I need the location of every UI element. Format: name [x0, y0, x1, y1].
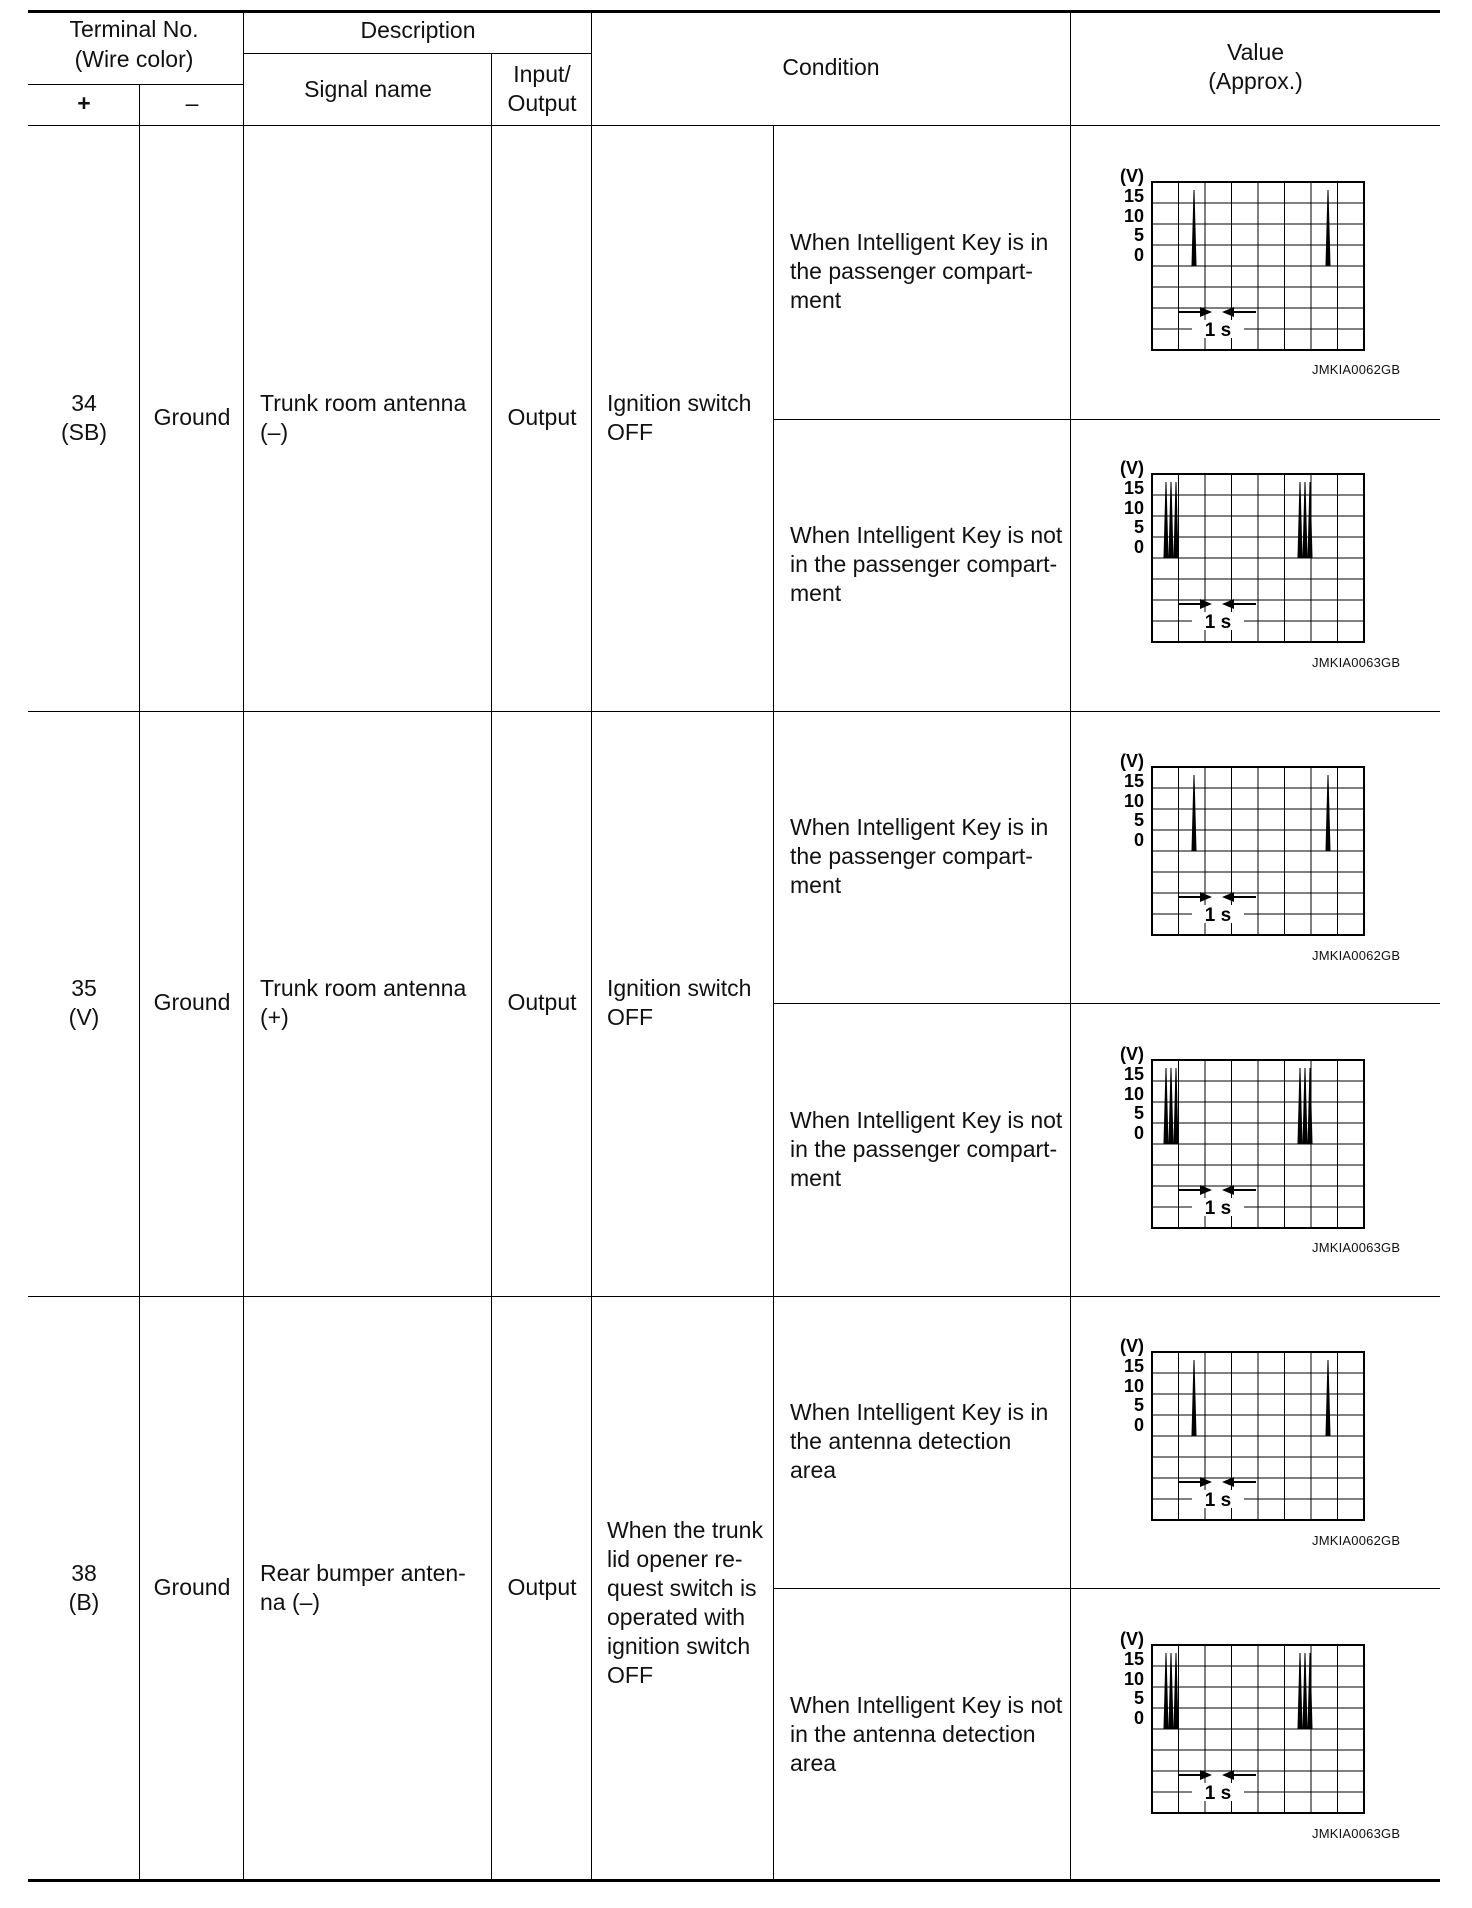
row-38-condition-line4: operated with — [607, 1604, 746, 1630]
header-value: Value — [1226, 39, 1285, 65]
row-34-sub2-line3: ment — [790, 580, 842, 606]
row-38-sub2-line3: area — [790, 1750, 837, 1776]
row-34-io: Output — [507, 404, 577, 430]
row-34-sub2-figure-id: JMKIA0063GB — [1312, 655, 1401, 670]
row-35-terminal: 35 — [71, 975, 97, 1001]
row-35-sub1-waveform — [1108, 753, 1368, 941]
oscilloscope-graph — [1108, 1046, 1368, 1234]
row-34-sub-rule — [774, 419, 1440, 420]
row-35-signal-line1: Trunk room antenna — [260, 975, 467, 1001]
oscilloscope-graph — [1108, 460, 1368, 648]
row-35-wire: (V) — [68, 1004, 100, 1030]
row-35-ground: Ground — [153, 989, 231, 1015]
row-35-sub-rule — [774, 1003, 1440, 1004]
row-35-condition-line1: Ignition switch — [607, 975, 752, 1001]
row-38-sub1-waveform — [1108, 1338, 1368, 1526]
unit-label: (V) — [1120, 1046, 1144, 1064]
y-tick-15: 15 — [1123, 1356, 1144, 1376]
row-38-sub1-line2: the antenna detection — [790, 1428, 1012, 1454]
header-plus: + — [77, 90, 91, 116]
header-terminal-no: Terminal No. — [69, 16, 199, 42]
row-35-sub1-line3: ment — [790, 872, 842, 898]
waveform-pulse — [1174, 482, 1178, 557]
header-description: Description — [360, 17, 476, 43]
y-tick-0: 0 — [1133, 1708, 1144, 1728]
row-38-sub2-figure-id: JMKIA0063GB — [1312, 1826, 1401, 1841]
waveform-pulse — [1303, 482, 1307, 557]
oscilloscope-graph — [1108, 168, 1368, 356]
row-38-condition-line5: ignition switch — [607, 1633, 751, 1659]
unit-label: (V) — [1120, 1631, 1144, 1649]
row-35-sub2-line1: When Intelligent Key is not — [790, 1107, 1063, 1133]
y-tick-10: 10 — [1123, 1669, 1144, 1689]
table-top-rule — [28, 10, 1440, 13]
waveform-pulse — [1169, 482, 1173, 557]
waveform-pulse — [1303, 1068, 1307, 1143]
y-tick-0: 0 — [1133, 537, 1144, 557]
row-38-sub1-line1: When Intelligent Key is in — [790, 1399, 1049, 1425]
unit-label: (V) — [1120, 1338, 1144, 1356]
time-label: 1 s — [1204, 905, 1232, 926]
header-minus: – — [185, 90, 199, 116]
time-label: 1 s — [1204, 612, 1232, 633]
row-35-io: Output — [507, 989, 577, 1015]
row-34-sub1-line3: ment — [790, 287, 842, 313]
row-38-io: Output — [507, 1574, 577, 1600]
y-tick-15: 15 — [1123, 1064, 1144, 1084]
waveform-pulse — [1192, 775, 1196, 850]
y-tick-0: 0 — [1133, 830, 1144, 850]
row-34-bottom-rule — [28, 711, 1440, 712]
row-38-condition-line3: quest switch is — [607, 1575, 757, 1601]
row-34-sub1-line2: the passenger compart- — [790, 258, 1033, 284]
row-38-sub1-line3: area — [790, 1457, 837, 1483]
y-tick-5: 5 — [1133, 1688, 1144, 1708]
row-38-signal-line2: na (–) — [260, 1589, 321, 1615]
table-bottom-rule — [28, 1879, 1440, 1882]
header-input: Input/ — [513, 61, 571, 87]
y-tick-10: 10 — [1123, 498, 1144, 518]
row-38-condition-line2: lid opener re- — [607, 1546, 743, 1572]
waveform-pulse — [1169, 1653, 1173, 1728]
row-38-ground: Ground — [153, 1574, 231, 1600]
y-tick-5: 5 — [1133, 810, 1144, 830]
waveform-pulse — [1326, 1360, 1330, 1435]
row-34-condition-line2: OFF — [607, 419, 653, 445]
row-34-sub2-line2: in the passenger compart- — [790, 551, 1058, 577]
row-35-sub1-figure-id: JMKIA0062GB — [1312, 948, 1401, 963]
waveform-pulse — [1298, 482, 1302, 557]
row-35-signal-line2: (+) — [260, 1004, 289, 1030]
unit-label: (V) — [1120, 168, 1144, 186]
time-label: 1 s — [1204, 1198, 1232, 1219]
waveform-pulse — [1298, 1653, 1302, 1728]
row-35-condition-line2: OFF — [607, 1004, 653, 1030]
y-tick-15: 15 — [1123, 1649, 1144, 1669]
y-tick-10: 10 — [1123, 1376, 1144, 1396]
y-tick-5: 5 — [1133, 1103, 1144, 1123]
row-34-terminal: 34 — [71, 390, 97, 416]
y-tick-15: 15 — [1123, 186, 1144, 206]
col-rule-signal-io — [491, 53, 492, 1880]
y-tick-10: 10 — [1123, 206, 1144, 226]
waveform-pulse — [1164, 482, 1168, 557]
row-38-sub1-figure-id: JMKIA0062GB — [1312, 1533, 1401, 1548]
waveform-pulse — [1326, 775, 1330, 850]
waveform-pulse — [1192, 1360, 1196, 1435]
oscilloscope-graph — [1108, 1631, 1368, 1819]
row-34-condition-line1: Ignition switch — [607, 390, 752, 416]
header-signal-name: Signal name — [304, 76, 432, 102]
waveform-pulse — [1192, 190, 1196, 265]
y-tick-5: 5 — [1133, 1395, 1144, 1415]
header-wire-color: (Wire color) — [74, 46, 194, 72]
row-38-terminal: 38 — [71, 1560, 97, 1586]
waveform-pulse — [1169, 1068, 1173, 1143]
waveform-pulse — [1164, 1068, 1168, 1143]
row-35-sub2-waveform — [1108, 1046, 1368, 1234]
row-38-condition-line6: OFF — [607, 1662, 653, 1688]
oscilloscope-graph — [1108, 1338, 1368, 1526]
y-tick-0: 0 — [1133, 1415, 1144, 1435]
row-34-ground: Ground — [153, 404, 231, 430]
y-tick-0: 0 — [1133, 1123, 1144, 1143]
y-tick-15: 15 — [1123, 478, 1144, 498]
row-38-condition-line1: When the trunk — [607, 1517, 763, 1543]
waveform-pulse — [1303, 1653, 1307, 1728]
waveform-pulse — [1298, 1068, 1302, 1143]
row-34-sub1-figure-id: JMKIA0062GB — [1312, 362, 1401, 377]
row-34-wire: (SB) — [61, 419, 107, 445]
waveform-pulse — [1164, 1653, 1168, 1728]
col-rule-condition-value — [1070, 11, 1071, 1880]
time-label: 1 s — [1204, 1490, 1232, 1511]
row-34-signal-line2: (–) — [260, 419, 289, 445]
row-38-sub2-line1: When Intelligent Key is not — [790, 1692, 1063, 1718]
header-output: Output — [507, 90, 577, 116]
y-tick-15: 15 — [1123, 771, 1144, 791]
y-tick-0: 0 — [1133, 245, 1144, 265]
row-34-sub2-line1: When Intelligent Key is not — [790, 522, 1063, 548]
unit-label: (V) — [1120, 753, 1144, 771]
header-subrule-description — [244, 53, 592, 54]
row-38-sub2-line2: in the antenna detection — [790, 1721, 1036, 1747]
waveform-pulse — [1174, 1653, 1178, 1728]
y-tick-10: 10 — [1123, 1084, 1144, 1104]
row-34-signal-line1: Trunk room antenna — [260, 390, 467, 416]
header-approx: (Approx.) — [1208, 68, 1303, 94]
row-34-sub2-waveform — [1108, 460, 1368, 648]
oscilloscope-graph — [1108, 753, 1368, 941]
header-bottom-rule — [28, 125, 1440, 126]
row-38-sub-rule — [774, 1588, 1440, 1589]
header-subrule-terminal — [28, 84, 244, 85]
row-38-sub2-waveform — [1108, 1631, 1368, 1819]
waveform-pulse — [1326, 190, 1330, 265]
row-35-sub2-line3: ment — [790, 1165, 842, 1191]
y-tick-5: 5 — [1133, 517, 1144, 537]
row-35-sub1-line1: When Intelligent Key is in — [790, 814, 1049, 840]
unit-label: (V) — [1120, 460, 1144, 478]
row-35-sub1-line2: the passenger compart- — [790, 843, 1033, 869]
row-38-signal-line1: Rear bumper anten- — [260, 1560, 466, 1586]
row-35-bottom-rule — [28, 1296, 1440, 1297]
y-tick-10: 10 — [1123, 791, 1144, 811]
col-rule-condition-sub — [773, 126, 774, 1880]
row-34-sub1-line1: When Intelligent Key is in — [790, 229, 1049, 255]
y-tick-5: 5 — [1133, 225, 1144, 245]
time-label: 1 s — [1204, 320, 1232, 341]
row-34-sub1-waveform — [1108, 168, 1368, 356]
waveform-pulse — [1174, 1068, 1178, 1143]
row-35-sub2-line2: in the passenger compart- — [790, 1136, 1058, 1162]
time-label: 1 s — [1204, 1783, 1232, 1804]
header-condition: Condition — [782, 54, 880, 80]
row-38-wire: (B) — [68, 1589, 100, 1615]
row-35-sub2-figure-id: JMKIA0063GB — [1312, 1240, 1401, 1255]
